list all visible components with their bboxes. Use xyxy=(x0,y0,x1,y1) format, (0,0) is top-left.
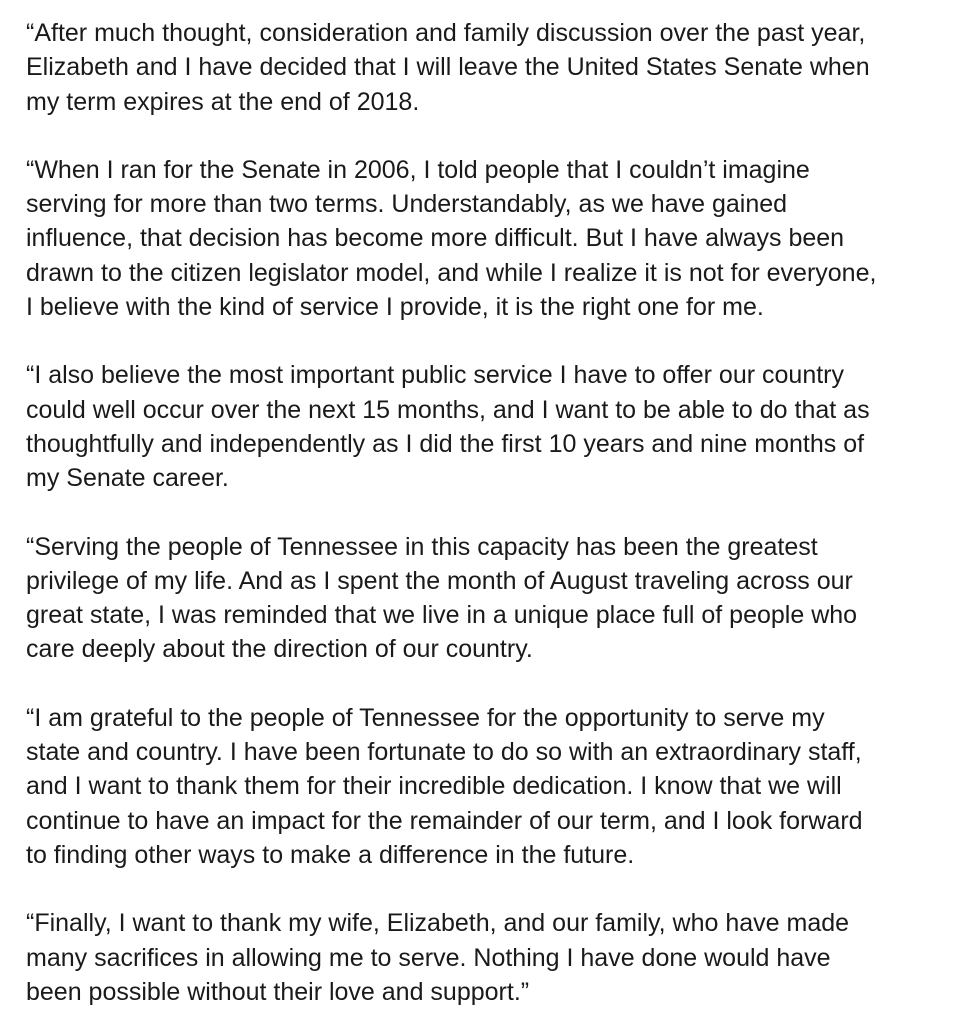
text-line: care deeply about the direction of our country. xyxy=(26,635,533,664)
text-line: “I also believe the most important public service I have to offer our country xyxy=(26,361,844,390)
text-line: could well occur over the next 15 months, and I want to be able to do that as xyxy=(26,395,870,424)
text-line: thoughtfully and independently as I did the first 10 years and nine months of xyxy=(26,429,865,458)
text-line: “After much thought, consideration and family discussion over the past year, xyxy=(26,19,866,47)
text-line: drawn to the citizen legislator model, and while I realize it is not for everyone, xyxy=(26,258,877,287)
text-line: serving for more than two terms. Understandably, as we have gained xyxy=(26,190,788,219)
paragraph-family xyxy=(26,906,976,1009)
text-line: my term expires at the end of 2018. xyxy=(26,87,420,116)
paragraph-gratitude xyxy=(26,701,976,872)
text-line: “I am grateful to the people of Tennessee for the opportunity to serve my xyxy=(26,703,825,732)
text-line: influence, that decision has become more difficult. But I have always been xyxy=(26,224,845,253)
text-line: state and country. I have been fortunate to do so with an extraordinary staff, xyxy=(26,738,862,767)
text-line: great state, I was reminded that we live in a unique place full of people who xyxy=(26,601,858,630)
text-line: Elizabeth and I have decided that I will leave the United States Senate when xyxy=(26,53,870,82)
text-line: many sacrifices in allowing me to serve. Nothing I have done would have xyxy=(26,943,831,972)
paragraph-public-service xyxy=(26,358,976,495)
text-line: my Senate career. xyxy=(26,464,229,493)
paragraph-tennessee xyxy=(26,530,976,667)
paragraph-decision xyxy=(26,16,976,119)
text-line: “When I ran for the Senate in 2006, I told people that I couldn’t imagine xyxy=(26,155,810,184)
text-line: “Finally, I want to thank my wife, Elizabeth, and our family, who have made xyxy=(26,909,850,938)
text-line: privilege of my life. And as I spent the month of August traveling across our xyxy=(26,566,853,595)
text-line: I believe with the kind of service I provide, it is the right one for me. xyxy=(26,293,764,322)
text-line: been possible without their love and support.” xyxy=(26,977,530,1006)
text-line: and I want to thank them for their incredible dedication. I know that we will xyxy=(26,772,842,801)
statement-document xyxy=(26,16,976,1009)
text-line: continue to have an impact for the remainder of our term, and I look forward xyxy=(26,806,863,835)
text-line: to finding other ways to make a difference in the future. xyxy=(26,840,635,869)
paragraph-terms xyxy=(26,153,976,324)
text-line: “Serving the people of Tennessee in this capacity has been the greatest xyxy=(26,532,818,561)
